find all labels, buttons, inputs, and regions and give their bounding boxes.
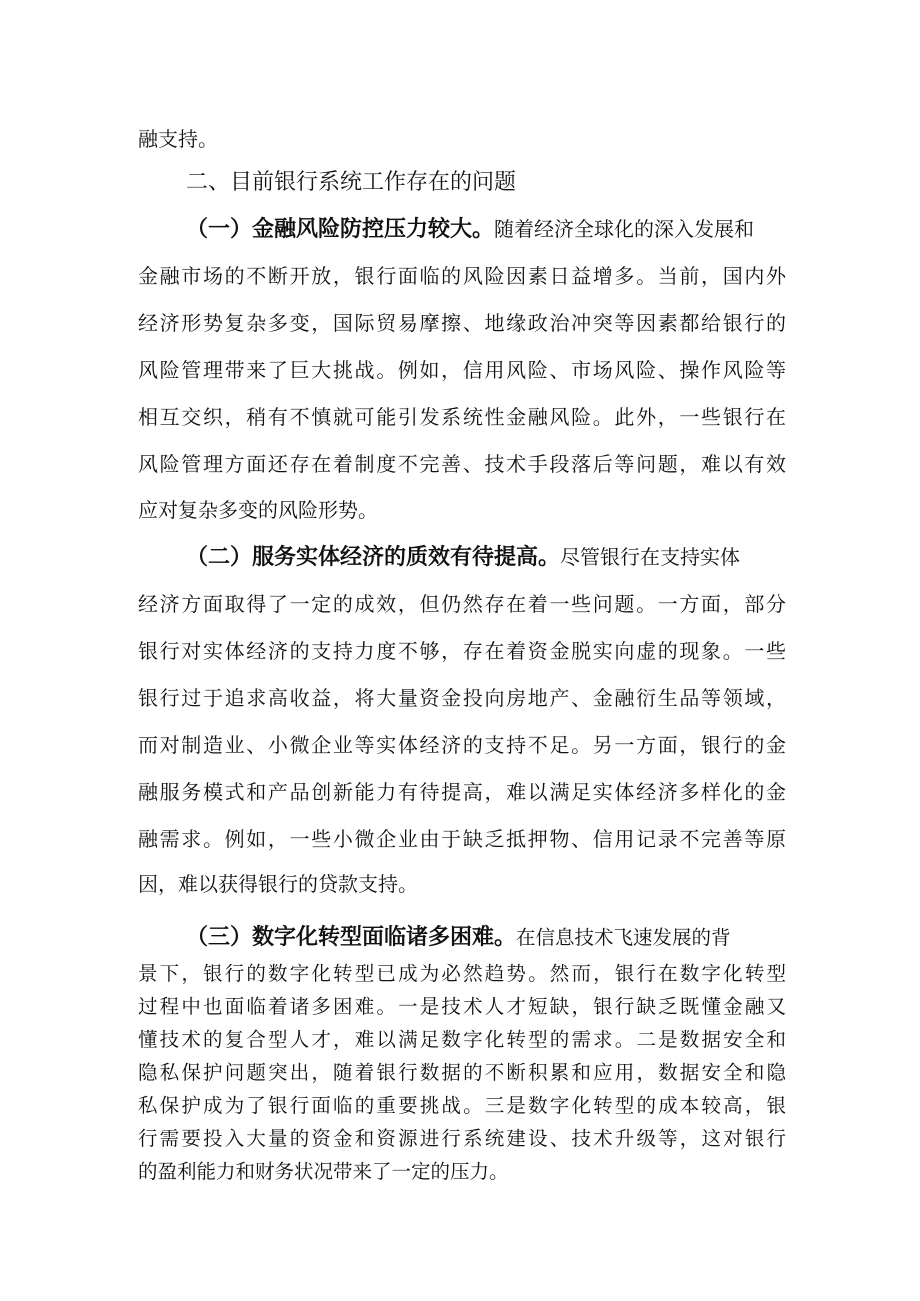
section-3-title: （三）数字化转型面临诸多困难。 — [186, 925, 517, 950]
section-2-line: 而对制造业、小微企业等实体经济的支持不足。另一方面，银行的金 — [138, 733, 786, 757]
paragraph-continuation: 融支持。 — [138, 127, 218, 151]
section-2-line: 尽管银行在支持实体 — [560, 545, 741, 569]
section-2-line: 经济方面取得了一定的成效，但仍然存在着一些问题。一方面，部分 — [138, 592, 786, 616]
section-3-line: 景下，银行的数字化转型已成为必然趋势。然而，银行在数字化转型 — [138, 962, 786, 985]
section-1-line: 经济形势复杂多变，国际贸易摩擦、地缘政治冲突等因素都给银行的 — [138, 311, 786, 335]
section-1-line: 随着经济全球化的深入发展和 — [494, 217, 755, 241]
section-1-line: 风险管理带来了巨大挑战。例如，信用风险、市场风险、操作风险等 — [138, 358, 786, 382]
section-1-first-line — [186, 217, 754, 242]
section-2-line: 融需求。例如，一些小微企业由于缺乏抵押物、信用记录不完善等原 — [138, 827, 786, 851]
section-3-line: 私保护成为了银行面临的重要挑战。三是数字化转型的成本较高，银 — [138, 1094, 786, 1117]
section-1-line: 风险管理方面还存在着制度不完善、技术手段落后等问题，难以有效 — [138, 452, 786, 476]
section-1-title: （一）金融风险防控压力较大。 — [186, 217, 495, 242]
section-2-line: 因，难以获得银行的贷款支持。 — [138, 872, 418, 896]
section-heading: 二、目前银行系统工作存在的问题 — [186, 170, 517, 195]
section-3-line: 过程中也面临着诸多困难。一是技术人才短缺，银行缺乏既懂金融又 — [138, 995, 786, 1018]
section-2-line: 融服务模式和产品创新能力有待提高，难以满足实体经济多样化的金 — [138, 780, 786, 804]
section-2-line: 银行对实体经济的支持力度不够，存在着资金脱实向虚的现象。一些 — [138, 639, 786, 663]
section-1-line: 金融市场的不断开放，银行面临的风险因素日益增多。当前，国内外 — [138, 264, 786, 288]
section-1-line: 应对复杂多变的风险形势。 — [138, 498, 378, 522]
section-2-title: （二）服务实体经济的质效有待提高。 — [186, 545, 561, 570]
section-3-line: 行需要投入大量的资金和资源进行系统建设、技术升级等，这对银行 — [138, 1127, 786, 1150]
section-3-line: 在信息技术飞速发展的背 — [516, 926, 731, 949]
section-3-first-line — [186, 925, 731, 950]
section-2-first-line — [186, 545, 740, 570]
section-1-line: 相互交织，稍有不慎就可能引发系统性金融风险。此外，一些银行在 — [138, 405, 786, 429]
section-3-line: 懂技术的复合型人才，难以满足数字化转型的需求。二是数据安全和 — [138, 1028, 786, 1051]
section-3-line: 隐私保护问题突出，随着银行数据的不断积累和应用，数据安全和隐 — [138, 1061, 786, 1084]
section-3-line: 的盈利能力和财务状况带来了一定的压力。 — [138, 1160, 509, 1183]
section-2-line: 银行过于追求高收益，将大量资金投向房地产、金融衍生品等领域， — [138, 686, 786, 710]
